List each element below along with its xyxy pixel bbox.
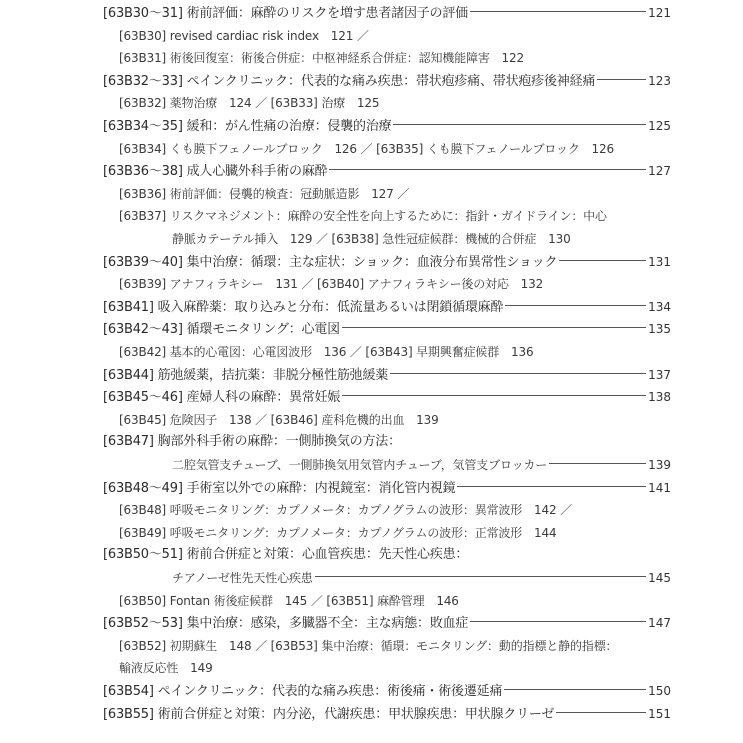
toc-entry-title: [63B55] 術前合併症と対策：内分泌，代謝疾患：甲状腺疾患：甲状腺クリーゼ (103, 706, 555, 722)
toc-page-number: 151 (648, 706, 671, 721)
toc-leader-line (549, 463, 646, 464)
toc-entry-title: [63B36] 術前評価：侵襲的検査：冠動脈造影 127 ／ (119, 186, 410, 201)
toc-entry-title: [63B34] くも膜下フェノールブロック 126 ／ [63B35] くも膜下フェノールブロック 126 (119, 141, 614, 156)
toc-entry-title: [63B47] 胸部外科手術の麻酔：一側肺換気の方法： (103, 434, 401, 450)
toc-entry (103, 612, 671, 634)
toc-page-number: 139 (648, 458, 671, 472)
toc-entry-title: [63B30] revised cardiac risk index 121 ／ (119, 28, 369, 43)
toc-page-number: 138 (648, 390, 671, 405)
toc-entry (103, 296, 671, 318)
toc-entry (119, 92, 671, 114)
toc-entry-title: [63B45～46] 産婦人科の麻酔：異常妊娠 (103, 390, 341, 406)
toc-entry (119, 25, 671, 47)
toc-entry-title: [63B44] 筋弛緩薬，拮抗薬：非脱分極性筋弛緩薬 (103, 367, 389, 383)
toc-leader-line (457, 486, 646, 487)
toc-entry-title: [63B36～38] 成人心臓外科手術の麻酔 (103, 164, 328, 180)
toc-entry (103, 318, 671, 340)
toc-page-number: 123 (648, 73, 671, 88)
toc-entry-title: [63B50～51] 術前合併症と対策：心血管疾患：先天性心疾患： (103, 547, 469, 563)
toc-entry (119, 522, 671, 544)
toc-leader-line (315, 576, 646, 577)
toc-leader-line (470, 11, 646, 12)
toc-entry (103, 477, 671, 499)
toc-leader-line (329, 169, 646, 170)
toc-entry (103, 160, 671, 182)
toc-entry-title: 輸液反応性 149 (119, 661, 213, 676)
toc-entry-title: [63B42～43] 循環モニタリング：心電図 (103, 322, 340, 338)
toc-entry (119, 47, 671, 69)
toc-entry-title: 静脈カテーテル挿入 129 ／ [63B38] 急性冠症候群：機械的合併症 130 (172, 232, 571, 246)
toc-entry (103, 386, 671, 408)
toc-entry-title: [63B30～31] 術前評価：麻酔のリスクを増す患者諸因子の評価 (103, 6, 468, 21)
toc-leader-line (556, 712, 646, 713)
toc-entry-title: [63B39～40] 集中治療：循環：主な症状：ショック：血液分布異常性ショック (103, 254, 558, 270)
toc-entry (172, 228, 671, 250)
toc-entry-title: [63B41] 吸入麻酔薬：取り込みと分布：低流量あるいは閉鎖循環麻酔 (103, 299, 504, 315)
toc-leader-line (393, 124, 646, 125)
toc-entry-title: [63B48] 呼吸モニタリング：カプノメータ：カプノグラムの波形：異常波形 142 ／ (119, 503, 572, 518)
toc-leader-line (597, 79, 646, 80)
toc-entry-title: [63B52～53] 集中治療：感染，多臓器不全：主な病態：敗血症 (103, 616, 469, 632)
toc-entry (119, 409, 671, 431)
toc-entry (119, 635, 671, 657)
toc-entry-title: [63B32～33] ペインクリニック：代表的な痛み疾患：帯状疱疹痛、帯状疱疹後神経痛 (103, 73, 596, 89)
toc-entry-title: [63B42] 基本的心電図：心電図波形 136 ／ [63B43] 早期興奮症候群 136 (119, 345, 534, 359)
toc-leader-line (390, 373, 646, 374)
toc-page-number: 141 (648, 480, 671, 495)
toc-page-number: 121 (648, 6, 671, 20)
toc-page-number: 127 (648, 164, 671, 179)
toc-entry-title: [63B50] Fontan 術後症候群 145 ／ [63B51] 麻酔管理 146 (119, 593, 459, 608)
toc-entry-title: 二腔気管支チューブ、一側肺換気用気管内チューブ，気管支ブロッカー (172, 458, 548, 472)
toc-leader-line (470, 621, 646, 622)
toc-entry-title: [63B54] ペインクリニック：代表的な痛み疾患：術後痛・術後遷延痛 (103, 684, 503, 699)
toc-entry-title: [63B49] 呼吸モニタリング：カプノメータ：カプノグラムの波形：正常波形 144 (119, 525, 557, 540)
toc-page-number: 134 (648, 299, 671, 314)
toc-entry (119, 183, 671, 205)
toc-entry (103, 680, 671, 702)
toc-entry-title: [63B37] リスクマネジメント：麻酔の安全性を向上するために：指針・ガイドライン：中心 (119, 209, 607, 224)
toc-page-number: 135 (648, 322, 671, 337)
toc-page-number: 125 (648, 119, 671, 133)
toc-entry-title: [63B34～35] 緩和：がん性痛の治療：侵襲的治療 (103, 119, 392, 134)
toc-entry-title: [63B45] 危険因子 138 ／ [63B46] 産科危機的出血 139 (119, 412, 439, 427)
toc-page-number: 137 (648, 367, 671, 382)
toc-page-number: 145 (648, 571, 671, 585)
toc-entry (119, 499, 671, 521)
toc-entry (103, 251, 671, 273)
toc-entry (103, 703, 671, 725)
toc-entry (119, 341, 671, 363)
toc-entry-title: [63B39] アナフィラキシー 131 ／ [63B40] アナフィラキシー後の対応 132 (119, 277, 544, 292)
toc-leader-line (342, 395, 646, 396)
toc-entry (103, 70, 671, 92)
toc-page-number: 147 (648, 616, 671, 631)
toc-entry-title: [63B31] 術後回復室：術後合併症：中枢神経系合併症：認知機能障害 122 (119, 51, 525, 66)
toc-entry (119, 590, 671, 612)
toc-leader-line (342, 327, 646, 328)
toc-entry (103, 115, 671, 137)
toc-leader-line (504, 689, 646, 690)
toc-entry (119, 657, 671, 679)
toc-page-number: 150 (648, 684, 671, 698)
toc-entry (119, 205, 671, 227)
toc-entry (103, 364, 671, 386)
toc-leader-line (559, 260, 646, 261)
toc-entry (103, 2, 671, 24)
toc-page-number: 131 (648, 254, 671, 269)
toc-entry-title: チアノーゼ性先天性心疾患 (172, 571, 313, 585)
toc-entry (172, 567, 671, 589)
toc-entry-title: [63B32] 薬物治療 124 ／ [63B33] 治療 125 (119, 96, 380, 111)
toc-entry-title: [63B52] 初期蘇生 148 ／ [63B53] 集中治療：循環：モニタリング：動的指標と静的指標： (119, 638, 618, 653)
toc-leader-line (505, 305, 646, 306)
toc-entry-title: [63B48～49] 手術室以外での麻酔：内視鏡室：消化管内視鏡 (103, 480, 456, 496)
toc-entry (119, 138, 671, 160)
toc-entry (172, 454, 671, 476)
toc-entry (103, 431, 671, 453)
toc-entry (103, 544, 671, 566)
toc-entry (119, 273, 671, 295)
